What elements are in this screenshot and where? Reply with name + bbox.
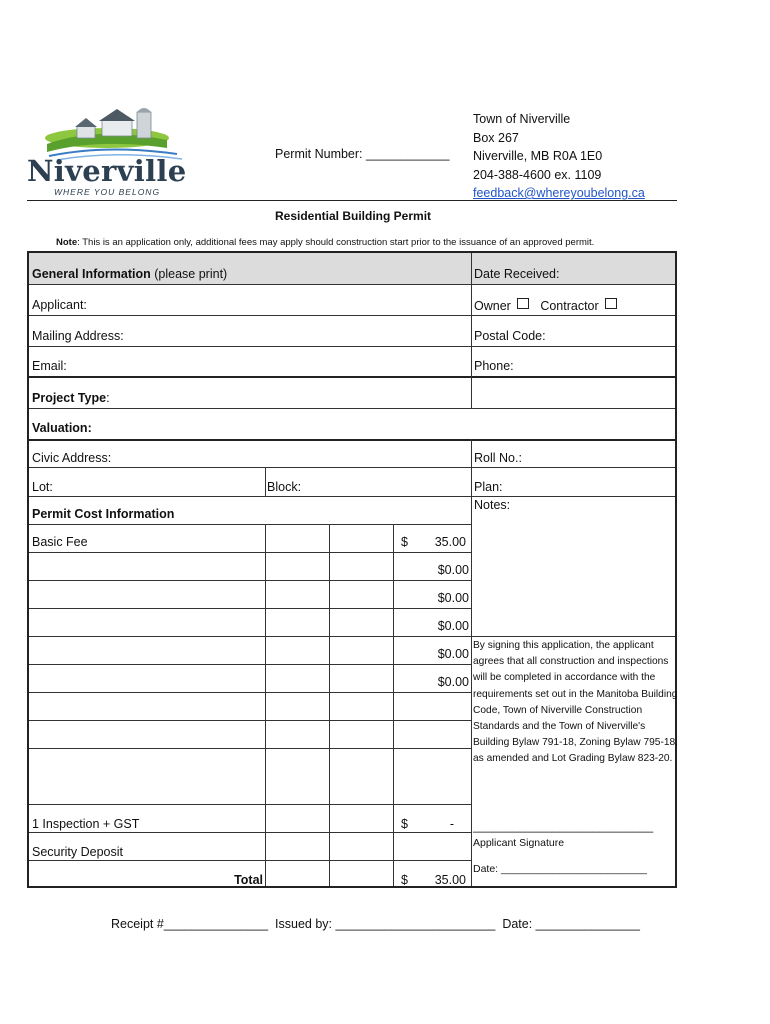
row-divider [29,608,471,609]
inspection-currency: $ [401,817,408,831]
note-text: : This is an application only, additional fees may apply should construction start prior to the issuance of an approved permit. [77,237,595,248]
row-divider [29,439,675,441]
row-divider [29,284,675,285]
security-deposit-label: Security Deposit [32,845,124,859]
permit-form [27,251,677,888]
contact-address: Niverville, MB R0A 1E0 [473,149,603,163]
fee-amount: $0.00 [437,675,469,689]
email-label: Email: [32,359,67,373]
signature-line[interactable]: ___________________________ [473,819,654,833]
fee-amount: $0.00 [437,619,469,633]
fee-amount: $0.00 [437,563,469,577]
general-info-heading [32,267,227,281]
row-divider [29,804,471,805]
owner-checkbox[interactable] [517,298,529,309]
valuation-label: Valuation: [32,421,92,435]
signature-label: Applicant Signature [473,837,565,849]
basic-fee-amount: 35.00 [434,535,466,549]
row-divider [29,315,675,316]
block-label: Block: [267,480,302,494]
roll-number-label: Roll No.: [474,451,522,465]
header-divider [27,200,677,201]
row-divider [29,580,471,581]
receipt-footer: Receipt #_______________ Issued by: _______________________ Date: _______________ [111,917,640,931]
contact-town: Town of Niverville [473,112,571,126]
signing-disclaimer: By signing this application, the applicant agrees that all construction and inspections will be completed in accordance with the requirements set out in the Manitoba Building Code, Town of Niverville Construction Standards and the Town of Niverville's Building Bylaw 791-18, Zoning Bylaw 795-18, as amended and Lot Grading Bylaw 823-20. [473,640,679,765]
contact-email-link[interactable]: feedback@whereyoubelong.ca [473,186,645,200]
row-divider [29,408,675,409]
owner-label: Owner [474,299,511,313]
column-divider [471,439,472,886]
general-info-title: General Information [32,267,151,281]
civic-address-label: Civic Address: [32,451,112,465]
row-divider [29,346,675,347]
phone-label: Phone: [474,359,514,373]
project-type-label [32,391,110,405]
general-info-suffix: (please print) [150,267,228,281]
postal-code-label: Postal Code: [474,329,546,343]
basic-fee-label: Basic Fee [32,535,88,549]
row-divider [29,636,675,637]
column-divider [265,467,266,496]
niverville-logo [27,104,192,196]
note-label: Note [56,237,78,248]
row-divider [29,524,471,525]
fee-amount: $0.00 [437,591,469,605]
contractor-label: Contractor [540,299,599,313]
column-divider [329,524,330,886]
column-divider [265,524,266,886]
column-divider [471,376,472,408]
row-divider [29,692,471,693]
contact-block [473,110,645,203]
contact-box: Box 267 [473,130,519,145]
row-divider [29,467,675,468]
permit-number-label: Permit Number: ____________ [275,147,450,161]
applicant-label: Applicant: [32,298,87,312]
row-divider [29,376,675,378]
row-divider [29,664,471,665]
column-divider [471,253,472,376]
signature-date-field[interactable]: Date: _________________________ [473,863,648,875]
contractor-checkbox[interactable] [605,298,617,309]
owner-contractor-options [474,298,617,313]
notes-label: Notes: [474,498,511,512]
column-divider [393,524,394,886]
total-currency: $ [401,873,408,887]
row-divider [29,832,471,833]
row-divider [29,496,675,497]
row-divider [29,860,471,861]
row-divider [29,748,471,749]
mailing-address-label: Mailing Address: [32,329,124,343]
inspection-amount: - [449,817,454,831]
permit-cost-heading: Permit Cost Information [32,507,175,521]
application-note [56,237,594,248]
form-title: Residential Building Permit [275,209,432,223]
project-type-colon: : [106,391,110,405]
basic-fee-currency: $ [401,535,408,549]
logo-wordmark: Niverville [27,154,187,188]
lot-label: Lot: [32,480,53,494]
row-divider [29,552,471,553]
plan-label: Plan: [474,480,503,494]
total-amount: 35.00 [434,873,466,887]
project-type-text: Project Type [32,391,107,405]
total-label: Total [234,873,263,887]
logo-tagline: WHERE YOU BELONG [54,187,161,197]
date-received-label: Date Received: [474,267,560,281]
fee-amount: $0.00 [437,647,469,661]
contact-phone: 204-388-4600 ex. 1109 [473,167,602,182]
row-divider [29,720,471,721]
inspection-label: 1 Inspection + GST [32,817,140,831]
